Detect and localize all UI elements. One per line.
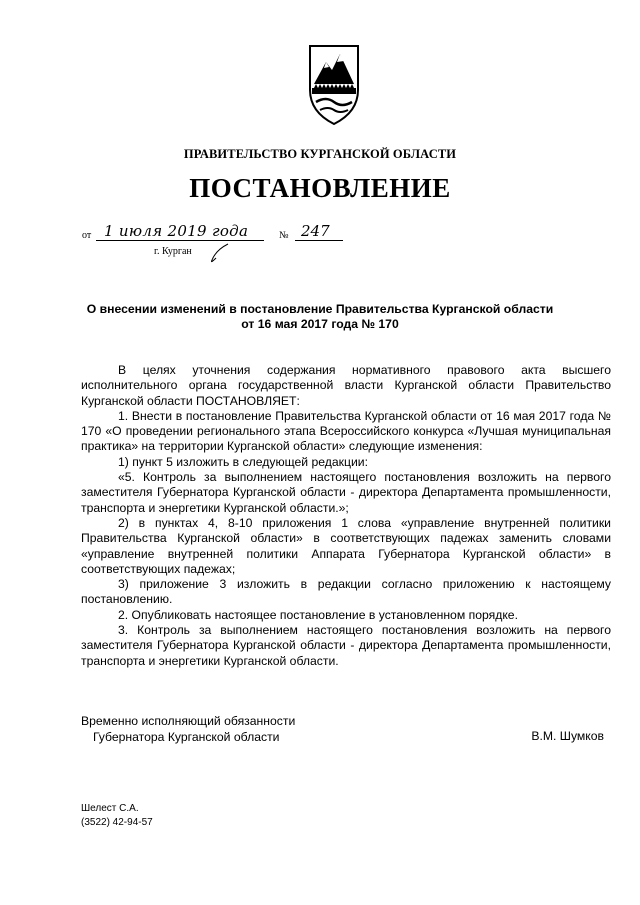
executor-block xyxy=(81,802,153,830)
subject-line-2: от 16 мая 2017 года № 170 xyxy=(241,317,399,331)
pen-stroke-icon xyxy=(206,242,232,264)
date-number-block xyxy=(82,222,362,262)
city-name: г. Курган xyxy=(154,246,192,257)
subject-line-1: О внесении изменений в постановление Правительства Курганской области xyxy=(86,302,554,316)
paragraph: В целях уточнения содержания нормативного правового акта высшего исполнительного органа государственной власти Курганской области Правительство Курганской области ПОСТАНОВЛЯЕТ: xyxy=(81,363,611,408)
paragraph: 1) пункт 5 изложить в следующей редакции: xyxy=(118,454,368,469)
coat-of-arms-icon xyxy=(306,40,362,128)
position-line-2: Губернатора Курганской области xyxy=(93,730,280,744)
signatory-name: В.М. Шумков xyxy=(531,729,604,743)
paragraph: 2) в пунктах 4, 8-10 приложения 1 слова «управление внутренней политики Правительства Курганской области» в соответствующих падежах заменить словами «управление внутренней политики Аппарата Губернатора Курганской области» в соответствующих падежах; xyxy=(81,515,611,576)
paragraph: «5. Контроль за выполнением настоящего постановления возложить на первого заместителя Губернатора Курганской области - директора Департамента промышленности, транспорта и энергетики Курганской области.»; xyxy=(81,470,611,515)
executor-name: Шелест С.А. xyxy=(81,803,139,814)
position-line-1: Временно исполняющий обязанности xyxy=(81,714,296,728)
paragraph: 2. Опубликовать настоящее постановление в установленном порядке. xyxy=(118,607,518,622)
handwritten-number: 247 xyxy=(301,222,330,240)
document-subject xyxy=(60,302,580,332)
date-prefix: от xyxy=(82,230,92,241)
executor-phone: (3522) 42-94-57 xyxy=(81,817,153,828)
number-prefix: № xyxy=(279,230,289,241)
signatory-position xyxy=(81,713,295,745)
date-underline xyxy=(96,240,264,241)
document-type-title: ПОСТАНОВЛЕНИЕ xyxy=(189,173,451,203)
paragraph: 1. Внести в постановление Правительства Курганской области от 16 мая 2017 года № 170 «О проведении регионального этапа Всероссийского конкурса «Лучшая муниципальная практика» на территории Курганской области» следующие изменения: xyxy=(81,408,611,454)
handwritten-date: 1 июля 2019 года xyxy=(104,222,249,240)
paragraph: 3. Контроль за выполнением настоящего постановления возложить на первого заместителя Губернатора Курганской области - директора Департамента промышленности, транспорта и энергетики Курганской области. xyxy=(81,623,611,668)
number-underline xyxy=(295,240,343,241)
document-body xyxy=(81,363,611,669)
government-title: ПРАВИТЕЛЬСТВО КУРГАНСКОЙ ОБЛАСТИ xyxy=(183,147,457,161)
paragraph: 3) приложение 3 изложить в редакции согласно приложению к настоящему постановлению. xyxy=(81,577,611,607)
